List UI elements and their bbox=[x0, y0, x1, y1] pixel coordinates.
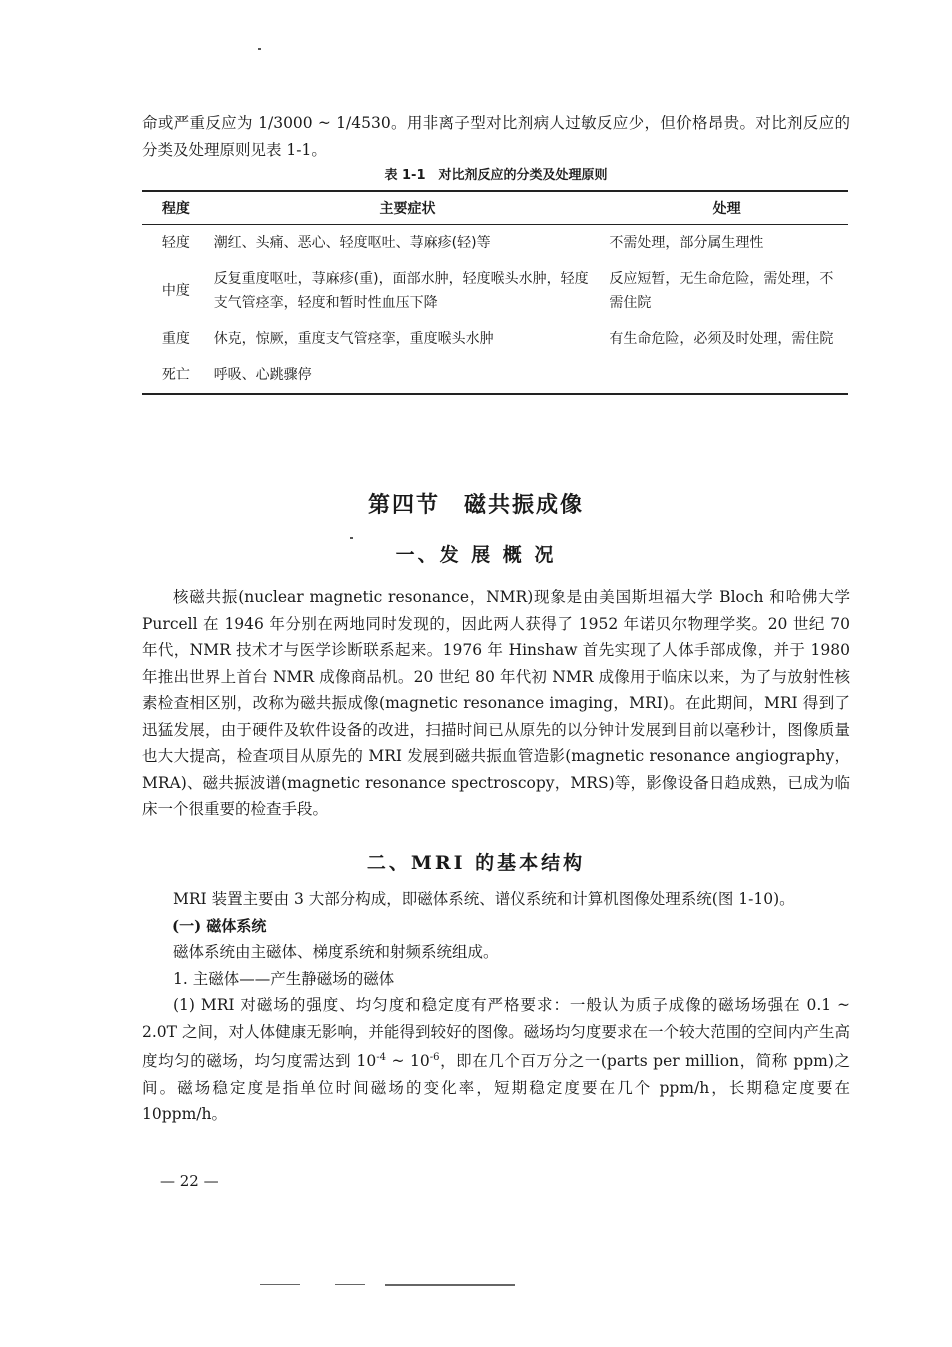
subsection-title-development: 一、发 展 概 况 bbox=[395, 544, 557, 566]
table-row bbox=[142, 357, 848, 394]
table-row bbox=[142, 321, 848, 357]
intro-paragraph bbox=[142, 110, 850, 163]
intro-text: 命或严重反应为 1/3000 ~ 1/4530。用非离子型对比剂病人过敏反应少，但价格昂贵。对比剂反应的分类及处理原则见表 1-1。 bbox=[142, 114, 850, 159]
page-number: — 22 — bbox=[160, 1172, 219, 1190]
scan-bottom-edge bbox=[385, 1284, 515, 1286]
development-paragraph bbox=[142, 584, 850, 823]
range-separator: ~ 10 bbox=[386, 1052, 430, 1071]
structure-intro-text: MRI 装置主要由 3 大部分构成，即磁体系统、谱仪系统和计算机图像处理系统(图 1-10)。 bbox=[173, 890, 795, 908]
exponent-2: -6 bbox=[429, 1052, 440, 1063]
row-degree: 死亡 bbox=[161, 367, 190, 383]
row-degree: 中度 bbox=[161, 283, 190, 299]
main-magnet-item: 1. 主磁体——产生静磁场的磁体 bbox=[173, 969, 395, 988]
header-symptoms: 主要症状 bbox=[379, 201, 436, 217]
row-symptoms: 呼吸、心跳骤停 bbox=[213, 367, 312, 383]
row-treatment bbox=[605, 357, 848, 394]
requirements-text-part1: (1) MRI 对磁场的强度、均匀度和稳定度有严格要求：一般认为质子成像的磁场场强在 0.1 ~ 2.0T 之间，对人体健康无影响，并能得到较好的图像。磁场均匀度要求在一个较大范围的空间内产生高度均匀的磁场，均匀度需达到 10 bbox=[142, 996, 850, 1071]
row-treatment: 有生命危险，必须及时处理，需住院 bbox=[609, 331, 834, 347]
header-degree: 程度 bbox=[161, 201, 190, 217]
table-caption: 表 1-1 对比剂反应的分类及处理原则 bbox=[384, 168, 608, 183]
requirements-text-part2: ，即在几个百万分之一(parts per million，简称 ppm)之间。磁场稳定度是指单位时间磁场的变化率，短期稳定度要在几个 ppm/h，长期稳定度要在 10ppm/h。 bbox=[142, 1052, 850, 1124]
contrast-reaction-table bbox=[142, 190, 848, 395]
row-symptoms: 反复重度呕吐，荨麻疹(重)，面部水肿，轻度喉头水肿，轻度支气管痉挛，轻度和暂时性血压下降 bbox=[213, 271, 589, 311]
table-row bbox=[142, 225, 848, 262]
magnet-system-heading: (一) 磁体系统 bbox=[172, 916, 267, 935]
development-text: 核磁共振(nuclear magnetic resonance，NMR)现象是由美国斯坦福大学 Bloch 和哈佛大学 Purcell 在 1946 年分别在两地同时发现的，因此两人获得了 1952 年诺贝尔物理学奖。20 世纪 70 年代，NMR 技术才与医学诊断联系起来。1976 年 Hinshaw 首先实现了人体手部成像，并于 1980 年推出世界上首台 NMR 成像商品机。20 世纪 80 年代初 NMR 成像用于临床以来，为了与放射性核素检查相区别，改称为磁共振成像(magnetic resonance imaging，MRI)。在此期间，MRI 得到了迅猛发展，由于硬件及软件设备的改进，扫描时间已从原先的以分钟计发展到目前以毫秒计，图像质量也大大提高，检查项目从原先的 MRI 发展到磁共振血管造影(magnetic resonance angiography，MRA)、磁共振波谱(magnetic resonance spectroscopy，MRS)等，影像设备日趋成熟，已成为临床一个很重要的检查手段。 bbox=[142, 588, 850, 818]
magnet-requirements-paragraph bbox=[142, 992, 850, 1128]
row-treatment: 反应短暂，无生命危险，需处理，不需住院 bbox=[609, 271, 834, 311]
table-row bbox=[142, 261, 848, 321]
row-symptoms: 休克，惊厥，重度支气管痉挛，重度喉头水肿 bbox=[213, 331, 494, 347]
row-degree: 重度 bbox=[161, 331, 190, 347]
magnet-system-text: 磁体系统由主磁体、梯度系统和射频系统组成。 bbox=[173, 943, 499, 961]
scan-bottom-edge bbox=[335, 1284, 365, 1285]
header-treatment: 处理 bbox=[712, 201, 741, 217]
row-degree: 轻度 bbox=[161, 235, 190, 251]
subsection-title-structure: 二、MRI 的基本结构 bbox=[366, 852, 586, 874]
exponent-1: -4 bbox=[376, 1052, 386, 1063]
scan-speck bbox=[350, 537, 353, 539]
scan-bottom-edge bbox=[260, 1284, 300, 1285]
table-header-row bbox=[142, 191, 848, 225]
structure-section bbox=[142, 886, 850, 1128]
row-treatment: 不需处理，部分属生理性 bbox=[609, 235, 764, 251]
section-title: 第四节 磁共振成像 bbox=[367, 493, 584, 518]
scan-speck bbox=[258, 48, 261, 50]
row-symptoms: 潮红、头痛、恶心、轻度呕吐、荨麻疹(轻)等 bbox=[213, 235, 491, 251]
